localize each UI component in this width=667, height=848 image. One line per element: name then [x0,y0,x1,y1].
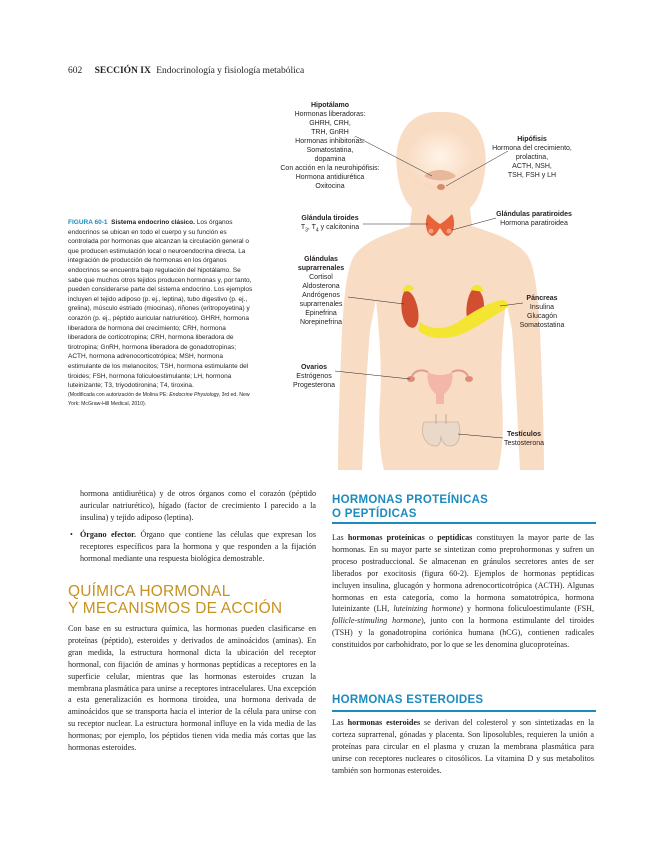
heading-protein-hormones [332,494,592,521]
text-frag: y calcitonina [318,224,360,231]
text-frag: (Modificada con autorización de Molina PE: [68,391,170,398]
figure-number: FIGURA 60-1 [68,219,108,226]
section-rule [332,710,596,712]
heading-steroid-hormones: HORMONAS ESTEROIDES [332,694,484,706]
label-line: Epinefrina [305,310,337,317]
heading-line: HORMONAS PROTEÍNICAS [332,494,489,506]
label-title: Páncreas [526,295,558,302]
effector-organ-definition [80,529,316,565]
label-line: Oxitocina [315,183,345,190]
label-line: TRH, GnRH [311,129,349,136]
label-line: Hormona antidiurética [295,174,365,181]
text-frag: T [300,224,306,231]
text-frag: constituyen la mayor parte de las hormonas. En su mayor parte se sintetizan como preprohormonas y sufren un proceso postraduccional. Se almacenan en gránulos secretores antes de ser liberados por exocitosis (figura 60-2). Ejemplos de hormonas peptídicas incluyen insulina, glucagón y hormona adrenocorticotrópica (ACTH). Algunas hormonas en esta categoría, como la hormona somatotrópica, hormona luteinizante (LH, [332,533,595,614]
label-line: Con acción en la neurohipófisis: [280,165,380,172]
pituitary-shape [437,184,445,190]
label-line: Glucagón [527,313,557,320]
protein-hormones-paragraph [332,532,594,651]
label-testes [496,430,552,448]
label-title: Hipotálamo [310,102,350,109]
label-line: prolactina, [515,154,549,161]
label-title: Glándulas paratiroides [496,211,572,218]
label-line: TSH, FSH y LH [507,172,557,179]
label-title: Glándulas [304,256,338,263]
subscript: 3 [305,227,308,234]
label-adrenal [288,255,354,327]
heading-line: QUÍMICA HORMONAL [68,583,231,600]
label-title: Glándula tiroides [301,215,359,222]
label-line: ACTH, NSH, [512,163,552,170]
page-number: 602 [68,66,83,76]
text-frag: o [424,533,438,542]
label-pancreas [510,294,574,330]
label-thyroid [292,214,368,235]
caption-body: Los órganos endocrinos se ubican en todo el cuerpo y su función es controlada por hormonas que alcanzan la circulación general o que producen estimulación local o neuroendocrina directa. La integración de producción de hormonas en los órganos endocrinos se encuentra bajo regulación del hipotálamo. Se sabe que muchos otros tejidos producen hormonas y, por tanto, pueden considerarse parte del sistema endocrino. Los ejemplos incluyen el tejido adiposo (p. ej., leptina), tubo digestivo (p. ej., grelina), músculo estriado (miocinas), riñones (eritropoyetina) y corazón (p. ej., péptido auricular natriurético). GHRH, hormona liberadora de hormona del crecimiento; CRH, hormona liberadora de corticotropina; CRH, hormona liberadora de tirotropina; GnRH, hormona liberadora de gonadotropinas; ACTH, hormona adrenocorticotrópica; MSH, hormona estimulante de los melanocitos; TSH, hormona estimulante del tiroides; FSH, hormona foliculoestimulante; LH, hormona luteinizante; T3, triyodotironina; T4, tiroxina. [68,219,253,390]
label-line: suprarrenales [299,301,343,308]
section-label: SECCIÓN IX [94,66,151,76]
label-pituitary [480,135,584,180]
source-title: Endocrine Physiology, [169,391,221,398]
caption-source [68,391,256,410]
label-line: Insulina [529,304,555,311]
italic-term: luteinizing hormone [393,604,461,614]
heading-line: Y MECANISMOS DE ACCIÓN [68,600,283,617]
label-line: Norepinefrina [299,319,343,326]
label-line: Estrógenos [296,373,332,380]
bold-term: peptídicas [437,533,473,542]
text-frag: Las [332,718,348,727]
text-frag: Las [332,533,348,542]
subscript: 4 [315,227,319,234]
label-line: Hormona paratiroidea [500,220,568,227]
label-line: Progesterona [292,382,336,389]
label-hypothalamus [270,101,390,191]
ovary-right-shape [465,376,473,382]
continuation-text: hormona antidiurética) y de otros órganos como el corazón (péptido auricular natriurético), hígado (factor de crecimiento I parecido a la insulina) y tejido adiposo (leptina). [80,489,316,522]
text-frag: ) y hormona foliculoestimulante (FSH, [460,604,594,614]
text-frag: ), junto con la hormona estimulante del tiroides (TSH) y la gonadotropina coriónica humana (hCG), contienen radicales constituidos por carbohidrato, por lo que se les denomina glucoproteínas. [332,616,595,650]
steroid-hormones-paragraph [332,717,594,777]
text-frag: , T [307,224,316,231]
label-line: Somatostatina, [306,147,354,154]
label-line: Testosterona [503,440,545,447]
figure-title: Sistema endocrino clásico. [111,219,195,226]
header-title: Endocrinología y fisiología metabólica [156,66,305,76]
label-title: Ovarios [300,364,328,371]
italic-term: follicle-stimuling hormone [332,616,421,626]
label-line: Aldosterona [302,283,340,290]
bold-term: hormonas proteínicas [347,533,425,542]
bullet-term: Órgano efector. [80,530,137,539]
label-title: Hipófisis [517,136,547,143]
bullet-marker: • [70,530,73,539]
heading-hormonal-chemistry [68,583,318,617]
label-line: Hormonas liberadoras: [294,111,366,118]
label-line: Cortisol [309,274,333,281]
section-rule [332,522,596,524]
label-line: Hormona del crecimiento, [492,145,572,152]
brain-shape [406,130,474,190]
label-parathyroid [486,210,582,228]
figure-caption [68,218,256,410]
hormonal-chemistry-paragraph: Con base en su estructura química, las hormonas pueden clasificarse en proteínas (péptido), esteroides y derivados de aminoácidos (aminas). En gran medida, la estructura hormonal dicta la ubicación del receptor hormonal, con fijación de aminas y hormonas peptídicas a receptores en la superficie celular, mientras que las hormonas esteroides cruzan la membrana plasmática para unirse a receptores intracelulares. Una excepción a esta generalización es hormona tiroidea, una hormona derivada de aminoácidos que se transporta hacia el interior de la célula para unirse con su receptor nuclear. La estructura hormonal influye en la vida media de las hormonas; por ejemplo, los péptidos tienen vida media más cortas que las hormonas esteroides. [68,624,316,753]
label-title: suprarrenales [297,265,345,272]
label-title: Testículos [506,431,542,438]
label-line: Hormonas inhibitorias: [295,138,365,145]
bullet-text: Órgano que contiene las células que expresan los receptores específicos para la hormona y que responden a la fijación hormonal mediante una respuesta biológica demostrable. [80,530,316,563]
label-line: Somatostatina [519,322,565,329]
label-line: Andrógenos [302,292,340,299]
heading-line: O PEPTÍDICAS [332,507,417,520]
text-frag: se derivan del colesterol y son sintetizadas en la corteza suprarrenal, gónadas y placenta. Son liposolubles, requieren la unión a proteínas para circular en el plasma y cruzan la membrana plasmática para unirse con receptores nucleares o citosólicos. La vitamina D y sus metabolitos también son hormonas esteroides. [332,718,594,775]
text-frag: 3rd ed. New York: McGraw-Hill Medical, 2010). [68,391,250,408]
label-line: dopamina [314,156,346,163]
bold-term: hormonas esteroides [347,718,421,727]
label-ovaries [286,363,342,390]
label-line [292,223,368,235]
label-line: GHRH, CRH, [309,120,351,127]
